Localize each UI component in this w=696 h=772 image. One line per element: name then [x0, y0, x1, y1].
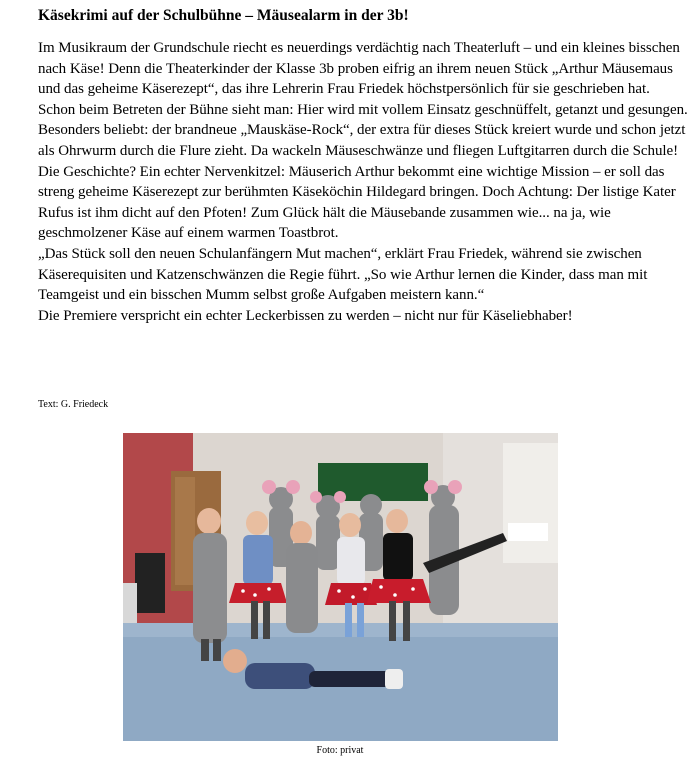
paragraph-4: „Das Stück soll den neuen Schulanfängern Mut machen“, erklärt Frau Friedek, während sie zwischen Käserequisiten und Katzenschwänzen die Regie führt. „So wie Arthur lernen die Kinder, dass man mit Teamgeist und ein bisschen Mumm selbst große Aufgaben meistern kann.“: [38, 245, 648, 304]
text-credit: Text: G. Friedeck: [38, 399, 109, 410]
paragraph-5: Die Premiere verspricht ein echter Leckerbissen zu werden – nicht nur für Käseliebhaber!: [38, 307, 573, 324]
photo-caption: Foto: privat: [316, 745, 364, 756]
article-title: Käsekrimi auf der Schulbühne – Mäusealarm in der 3b!: [38, 7, 409, 24]
article-body: [38, 38, 688, 326]
paragraph-3: Die Geschichte? Ein echter Nervenkitzel: Mäuserich Arthur bekommt eine wichtige Mission – er soll das streng geheime Käserezept zur berühmten Käseköchin Hildegard bringen. Doch Achtung: Der listige Kater Rufus ist ihm dicht auf den Pfoten! Zum Glück hält die Mäusebande zusammen wie... na ja, wie geschmolzener Käse auf einem warmen Toastbrot.: [38, 163, 676, 242]
group-photo: [123, 433, 558, 741]
paragraph-1: Im Musikraum der Grundschule riecht es neuerdings verdächtig nach Theaterluft – und ein kleines bisschen nach Käse! Denn die Theaterkinder der Klasse 3b proben eifrig an ihrem neuen Stück „Arthur Mäusemaus und das geheime Käserezept“, das ihre Lehrerin Frau Friedek höchstpersönlich für sie geschrieben hat.: [38, 40, 680, 98]
paragraph-2: Schon beim Betreten der Bühne sieht man: Hier wird mit vollem Einsatz geschnüffelt, getanzt und gesungen. Besonders beliebt: der brandneue „Mauskäse-Rock“, der extra für dieses Stück kreiert wurde und schon jetzt als Ohrwurm durch die Flure zieht. Da wackeln Mäuseschwänze und fliegen Luftgitarren durch die Schule!: [38, 101, 688, 159]
